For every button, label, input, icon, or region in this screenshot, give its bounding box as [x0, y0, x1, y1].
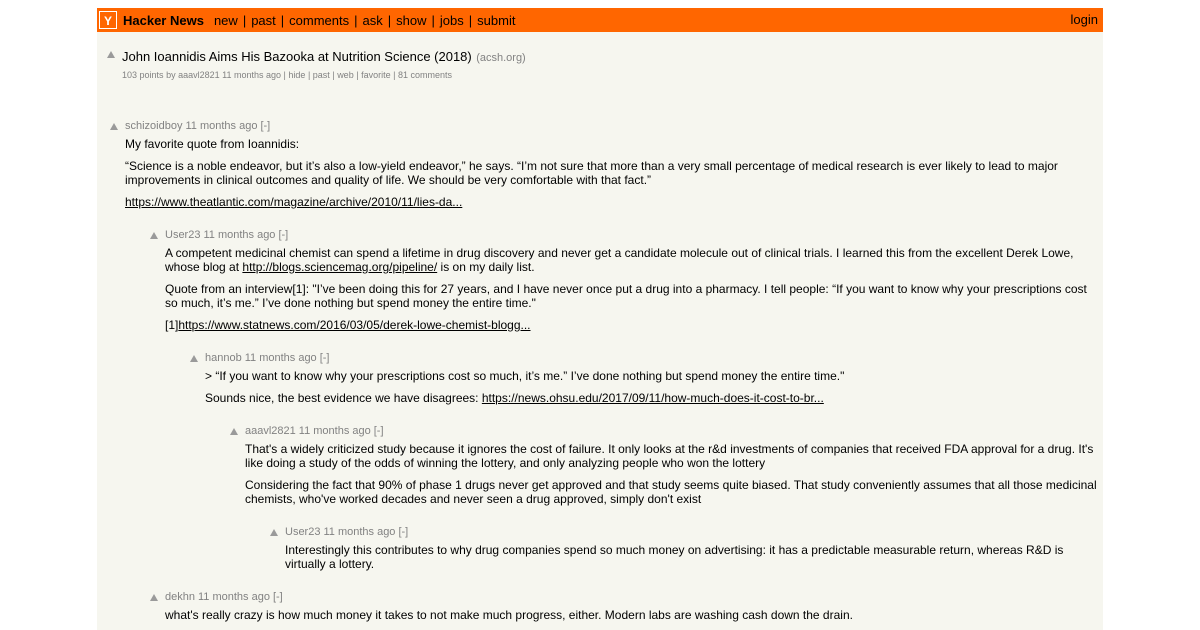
comment-paragraph	[165, 246, 1097, 274]
top-bar	[97, 8, 1103, 32]
comment-paragraph	[125, 195, 1097, 209]
meta-separator: |	[307, 70, 311, 80]
comment-age-link[interactable]: 11 months ago	[197, 591, 270, 603]
nav-ask-link[interactable]: ask	[362, 12, 383, 28]
meta-separator: |	[332, 70, 335, 80]
nav-jobs-link[interactable]: jobs	[439, 12, 464, 28]
comment-url-link[interactable]: https://www.statnews.com/2016/03/05/derek-lowe-chemist-blogg...	[178, 318, 531, 332]
past-link[interactable]: past	[312, 70, 330, 80]
story-site-link[interactable]: (acsh.org)	[476, 52, 526, 64]
comment-header	[165, 228, 1097, 242]
upvote-arrow-icon[interactable]	[230, 428, 238, 435]
comment-paragraph: Considering the fact that 90% of phase 1 drugs never get approved and that study seems quite biased. That study conveniently assumes that all those medicinal chemists, who've worked decades and never seen a drug approved, simply don't exist	[245, 478, 1097, 506]
comment	[165, 228, 1097, 340]
meta-separator: |	[283, 70, 286, 80]
comment-paragraph: My favorite quote from Ioannidis:	[125, 137, 300, 151]
comment-url-link[interactable]: https://www.theatlantic.com/magazine/archive/2010/11/lies-da...	[125, 195, 463, 209]
comment-paragraph: Interestingly this contributes to why drug companies spend so much money on advertising: it has a predictable measurable return, whereas R&D is virtually a lottery.	[285, 543, 1064, 571]
comments-count-link[interactable]: 81 comments	[397, 70, 452, 80]
comment	[205, 351, 1097, 413]
upvote-arrow-icon[interactable]	[107, 51, 115, 58]
nav-separator: |	[354, 12, 358, 28]
comment-header	[285, 525, 1097, 539]
story-item	[107, 48, 1087, 80]
comment-user-link[interactable]: User23	[165, 229, 201, 241]
comment-age-link[interactable]: 11 months ago	[185, 120, 258, 132]
nav-show-link[interactable]: show	[396, 12, 427, 28]
upvote-arrow-icon[interactable]	[150, 232, 158, 239]
nav-separator: |	[431, 12, 435, 28]
comment	[125, 119, 1097, 217]
comment-paragraph	[165, 318, 1097, 332]
comment-url-link[interactable]: https://news.ohsu.edu/2017/09/11/how-much-does-it-cost-to-br...	[481, 391, 824, 405]
collapse-toggle[interactable]: [-]	[373, 425, 384, 437]
comment	[245, 424, 1097, 514]
comment-text	[205, 369, 1097, 405]
comment-header	[125, 119, 1097, 133]
story-title-link[interactable]: John Ioannidis Aims His Bazooka at Nutrition Science (2018)	[122, 49, 472, 64]
comment-paragraph	[205, 391, 1097, 405]
comment-user-link[interactable]: aaavl2821	[245, 425, 296, 437]
story-by-label: by	[166, 70, 176, 80]
comment-header	[245, 424, 1097, 438]
story-points: 103 points	[122, 70, 164, 80]
story-user-link[interactable]: aaavl2821	[178, 70, 220, 80]
comment-paragraph: what's really crazy is how much money it takes to not make much progress, either. Modern labs are washing cash down the drain.	[165, 608, 853, 622]
upvote-arrow-icon[interactable]	[190, 355, 198, 362]
comment-text-span: is on my daily list.	[437, 260, 535, 274]
comment-user-link[interactable]: schizoidboy	[125, 120, 183, 132]
collapse-toggle[interactable]: [-]	[278, 229, 289, 241]
comment-age-link[interactable]: 11 months ago	[298, 425, 371, 437]
comment-paragraph: “Science is a noble endeavor, but it’s also a low-yield endeavor,” he says. “I’m not sure that more than a very small percentage of medical research is ever likely to lead to major improvements in clinical outcomes and quality of life. We should be very comfortable with that fact.”	[125, 159, 1058, 187]
comment-text-span: [1]	[165, 318, 179, 332]
collapse-toggle[interactable]: [-]	[260, 120, 271, 132]
nav-new-link[interactable]: new	[213, 12, 238, 28]
comment-url-link[interactable]: http://blogs.sciencemag.org/pipeline/	[242, 260, 438, 274]
site-name-link[interactable]: Hacker News	[123, 12, 204, 28]
nav-past-link[interactable]: past	[251, 12, 276, 28]
web-link[interactable]: web	[337, 70, 354, 80]
comment-text-span: Sounds nice, the best evidence we have disagrees:	[205, 391, 482, 405]
comment-user-link[interactable]: User23	[285, 526, 321, 538]
comment	[285, 525, 1097, 579]
comment-text-span: A competent medicinal chemist can spend a lifetime in drug discovery and never get a candidate molecule out of clinical trials. I learned this from the excellent Derek Lowe, whose blog at	[165, 246, 1074, 274]
hide-link[interactable]: hide	[288, 70, 306, 80]
nav-submit-link[interactable]: submit	[477, 12, 516, 28]
comment-age-link[interactable]: 11 months ago	[323, 526, 396, 538]
top-nav	[214, 13, 516, 28]
comment-age-link[interactable]: 11 months ago	[203, 229, 276, 241]
y-logo-icon[interactable]: Y	[99, 11, 117, 29]
collapse-toggle[interactable]: [-]	[319, 352, 330, 364]
comment-text	[285, 543, 1097, 571]
comment-paragraph: That's a widely criticized study because it ignores the cost of failure. It only looks at the r&d investments of companies that received FDA approval for a drug. It's like doing a study of the odds of winning the lottery, and only analyzing people who won the lottery	[245, 442, 1094, 470]
nav-separator: |	[387, 12, 392, 28]
comment-paragraph: > “If you want to know why your prescriptions cost so much, it’s me.” I’ve done nothing but spend money the entire time."	[205, 369, 845, 383]
upvote-arrow-icon[interactable]	[150, 594, 158, 601]
meta-separator: |	[393, 70, 396, 80]
comment-user-link[interactable]: dekhn	[165, 591, 195, 603]
login-link[interactable]: login	[1070, 12, 1098, 27]
comment-age-link[interactable]: 11 months ago	[244, 352, 317, 364]
collapse-toggle[interactable]: [-]	[398, 526, 409, 538]
favorite-link[interactable]: favorite	[361, 70, 391, 80]
comment-user-link[interactable]: hannob	[205, 352, 242, 364]
page-container	[97, 8, 1103, 630]
story-age-link[interactable]: 11 months ago	[222, 70, 282, 80]
story-subtext	[122, 70, 1087, 80]
comment-header	[205, 351, 1097, 365]
comment-text	[165, 246, 1097, 332]
comment	[165, 590, 1097, 630]
collapse-toggle[interactable]: [-]	[272, 591, 283, 603]
nav-comments-link[interactable]: comments	[289, 12, 350, 28]
nav-separator: |	[280, 12, 285, 28]
comment-text	[165, 608, 1097, 622]
comment-paragraph: Quote from an interview[1]: "I’ve been doing this for 27 years, and I have never once put a drug into a pharmacy. I tell people: “If you want to know why your prescriptions cost so much, it’s me.” I’ve done nothing but spend money the entire time."	[165, 282, 1087, 310]
meta-separator: |	[356, 70, 359, 80]
comment-text	[245, 442, 1097, 506]
nav-separator: |	[468, 12, 473, 28]
nav-separator: |	[242, 12, 247, 28]
story-title-line	[107, 48, 1087, 66]
comment-header	[165, 590, 1097, 604]
comment-text	[125, 137, 1097, 209]
upvote-arrow-icon[interactable]	[110, 123, 118, 130]
upvote-arrow-icon[interactable]	[270, 529, 278, 536]
